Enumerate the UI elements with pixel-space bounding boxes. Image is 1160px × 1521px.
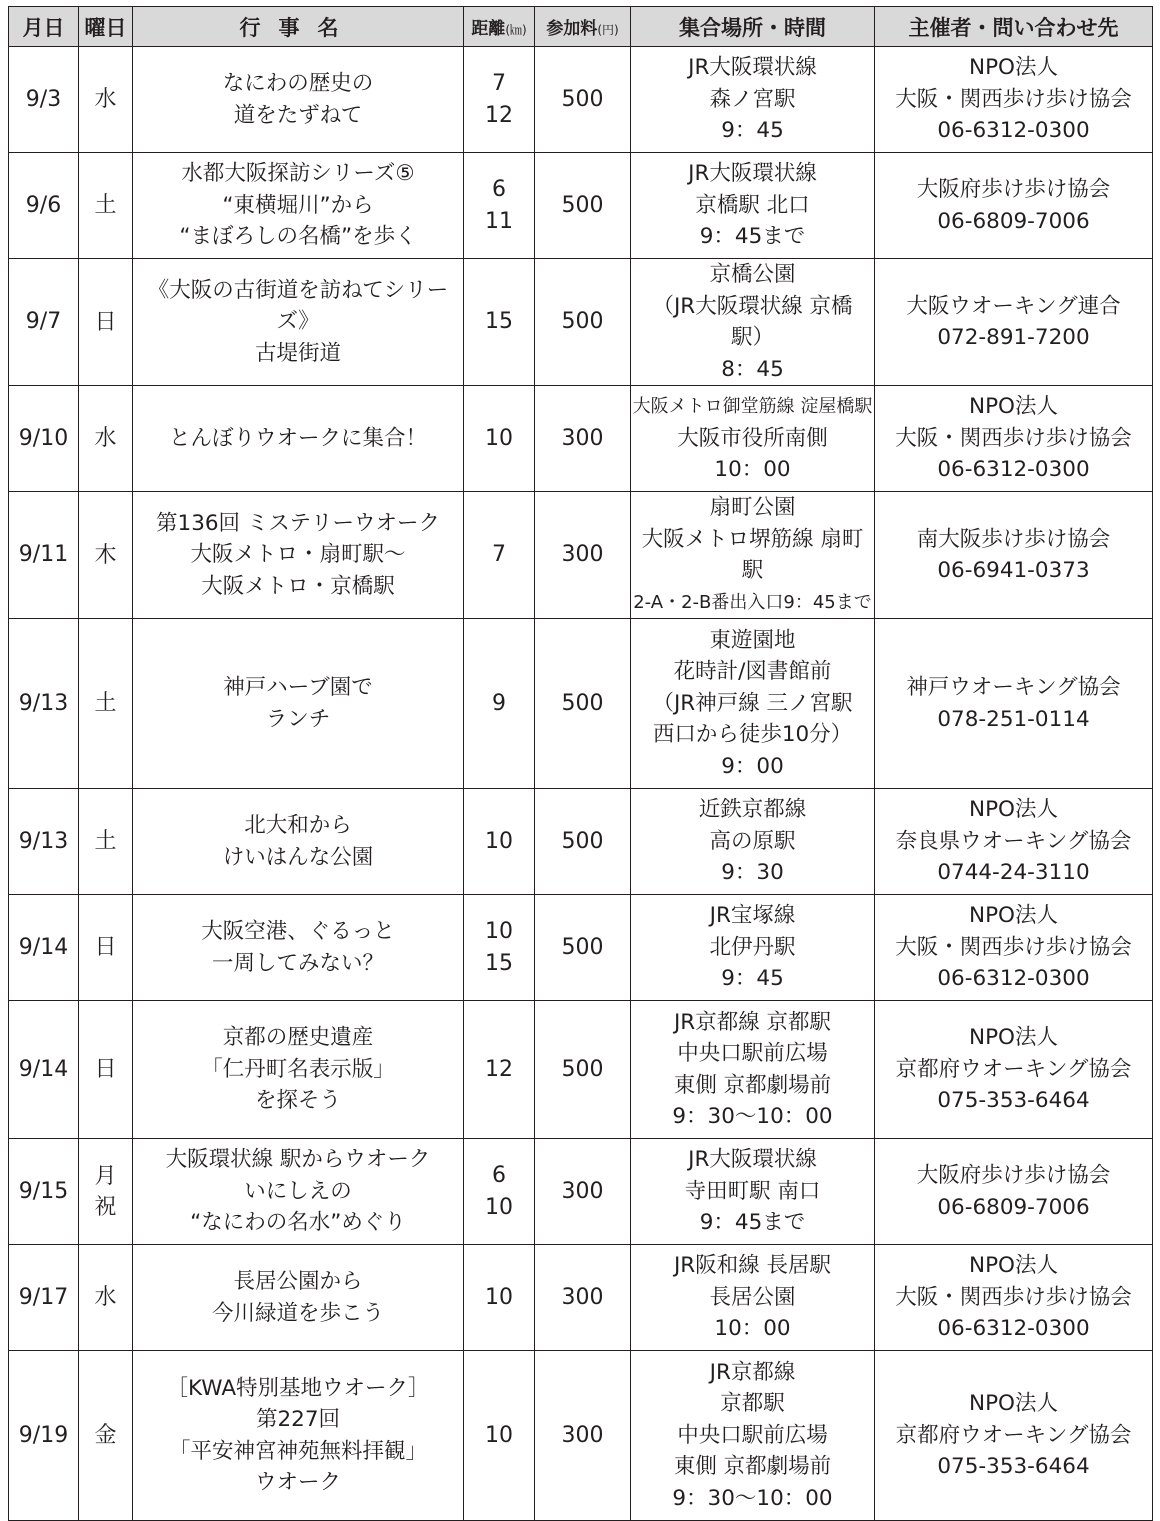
event-distance: 15 — [464, 259, 535, 386]
event-meeting-place: JR大阪環状線 京橋駅 北口 9：45まで — [631, 153, 875, 259]
event-distance: 6 11 — [464, 153, 535, 259]
event-day: 水 — [79, 47, 133, 153]
event-name: 長居公園から 今川緑道を歩こう — [133, 1245, 464, 1351]
event-organizer: NPO法人 京都府ウオーキング協会 075-353-6464 — [875, 1351, 1153, 1521]
event-name: 大阪空港、ぐるっと 一周してみない？ — [133, 895, 464, 1001]
event-organizer: 神戸ウオーキング協会 078-251-0114 — [875, 619, 1153, 789]
event-meeting-line-exit: 2-A・2-B番出入口9：45まで — [633, 591, 872, 613]
event-name: 北大和から けいはんな公園 — [133, 789, 464, 895]
event-meeting-place — [631, 386, 875, 492]
table-row — [9, 1245, 1153, 1351]
event-day: 月 祝 — [79, 1139, 133, 1245]
event-organizer: NPO法人 大阪・関西歩け歩け協会 06-6312-0300 — [875, 895, 1153, 1001]
event-date: 9/11 — [9, 492, 79, 619]
table-row — [9, 1001, 1153, 1139]
event-distance: 10 15 — [464, 895, 535, 1001]
event-fee: 500 — [535, 895, 631, 1001]
event-organizer: NPO法人 奈良県ウオーキング協会 0744-24-3110 — [875, 789, 1153, 895]
table-row — [9, 492, 1153, 619]
event-meeting-line-station: 大阪メトロ御堂筋線 淀屋橋駅 — [632, 396, 873, 418]
event-distance: 12 — [464, 1001, 535, 1139]
event-distance: 9 — [464, 619, 535, 789]
event-meeting-place: JR京都線 京都駅 中央口駅前広場 東側 京都劇場前 9：30～10：00 — [631, 1001, 875, 1139]
event-date: 9/7 — [9, 259, 79, 386]
event-name: 《大阪の古街道を訪ねてシリーズ》 古堤街道 — [133, 259, 464, 386]
event-day: 土 — [79, 153, 133, 259]
event-date: 9/13 — [9, 789, 79, 895]
event-organizer: 大阪ウオーキング連合 072-891-7200 — [875, 259, 1153, 386]
event-day: 日 — [79, 1001, 133, 1139]
event-fee: 500 — [535, 153, 631, 259]
event-day: 水 — [79, 1245, 133, 1351]
event-date: 9/19 — [9, 1351, 79, 1521]
table-row — [9, 386, 1153, 492]
event-meeting-line-rest: 大阪市役所南側 10：00 — [677, 425, 828, 483]
event-organizer: 南大阪歩け歩け協会 06-6941-0373 — [875, 492, 1153, 619]
event-organizer: NPO法人 大阪・関西歩け歩け協会 06-6312-0300 — [875, 1245, 1153, 1351]
event-fee: 500 — [535, 47, 631, 153]
event-fee: 300 — [535, 492, 631, 619]
event-fee: 500 — [535, 259, 631, 386]
event-meeting-place: JR京都線 京都駅 中央口駅前広場 東側 京都劇場前 9：30～10：00 — [631, 1351, 875, 1521]
event-day: 日 — [79, 259, 133, 386]
event-meeting-place: JR大阪環状線 森ノ宮駅 9：45 — [631, 47, 875, 153]
event-fee: 500 — [535, 619, 631, 789]
event-date: 9/17 — [9, 1245, 79, 1351]
header-event-name: 行事名 — [133, 7, 464, 47]
event-name: とんぼりウオークに集合！ — [133, 386, 464, 492]
table-row — [9, 47, 1153, 153]
event-day: 木 — [79, 492, 133, 619]
event-organizer: NPO法人 大阪・関西歩け歩け協会 06-6312-0300 — [875, 386, 1153, 492]
header-date: 月日 — [9, 7, 79, 47]
header-distance-unit: (㎞) — [505, 23, 527, 37]
event-meeting-place: JR阪和線 長居駅 長居公園 10：00 — [631, 1245, 875, 1351]
table-row — [9, 789, 1153, 895]
header-day: 曜日 — [79, 7, 133, 47]
event-day: 水 — [79, 386, 133, 492]
event-meeting-place: 近鉄京都線 高の原駅 9：30 — [631, 789, 875, 895]
event-distance: 10 — [464, 386, 535, 492]
event-distance: 10 — [464, 1351, 535, 1521]
event-day: 土 — [79, 789, 133, 895]
event-date: 9/15 — [9, 1139, 79, 1245]
event-date: 9/14 — [9, 895, 79, 1001]
event-meeting-place — [631, 492, 875, 619]
event-organizer: 大阪府歩け歩け協会 06-6809-7006 — [875, 153, 1153, 259]
event-fee: 300 — [535, 386, 631, 492]
event-distance: 10 — [464, 789, 535, 895]
event-organizer: 大阪府歩け歩け協会 06-6809-7006 — [875, 1139, 1153, 1245]
event-meeting-place: JR宝塚線 北伊丹駅 9：45 — [631, 895, 875, 1001]
table-row — [9, 1351, 1153, 1521]
event-meeting-line-rest: 扇町公園 大阪メトロ堺筋線 扇町駅 — [641, 495, 864, 583]
event-name: 第136回 ミステリーウオーク 大阪メトロ・扇町駅～ 大阪メトロ・京橋駅 — [133, 492, 464, 619]
table-row — [9, 619, 1153, 789]
header-meeting-place: 集合場所・時間 — [631, 7, 875, 47]
event-meeting-place: 東遊園地 花時計/図書館前 （JR神戸線 三ノ宮駅 西口から徒歩10分） 9：00 — [631, 619, 875, 789]
table-row — [9, 1139, 1153, 1245]
event-meeting-place: JR大阪環状線 寺田町駅 南口 9：45まで — [631, 1139, 875, 1245]
header-fee — [535, 7, 631, 47]
table-header-row — [9, 7, 1153, 47]
event-date: 9/6 — [9, 153, 79, 259]
event-fee: 300 — [535, 1139, 631, 1245]
event-distance: 7 12 — [464, 47, 535, 153]
event-date: 9/13 — [9, 619, 79, 789]
event-name: 水都大阪探訪シリーズ⑤ “東横堀川”から “まぼろしの名橋”を歩く — [133, 153, 464, 259]
event-name: 神戸ハーブ園で ランチ — [133, 619, 464, 789]
event-date: 9/3 — [9, 47, 79, 153]
event-name: 京都の歴史遺産 「仁丹町名表示版」 を探そう — [133, 1001, 464, 1139]
event-meeting-place: 京橋公園 （JR大阪環状線 京橋駅） 8：45 — [631, 259, 875, 386]
table-row — [9, 153, 1153, 259]
event-organizer: NPO法人 大阪・関西歩け歩け協会 06-6312-0300 — [875, 47, 1153, 153]
event-date: 9/10 — [9, 386, 79, 492]
event-distance: 6 10 — [464, 1139, 535, 1245]
event-name: 大阪環状線 駅からウオーク いにしえの “なにわの名水”めぐり — [133, 1139, 464, 1245]
header-distance-label: 距離 — [471, 19, 506, 39]
event-day: 日 — [79, 895, 133, 1001]
header-fee-unit: (円) — [597, 23, 619, 37]
event-schedule-table — [8, 6, 1153, 1521]
event-fee: 500 — [535, 1001, 631, 1139]
header-fee-label: 参加料 — [546, 19, 598, 39]
event-name: ［KWA特別基地ウオーク］ 第227回 「平安神宮神苑無料拝観」 ウオーク — [133, 1351, 464, 1521]
table-row — [9, 895, 1153, 1001]
event-fee: 300 — [535, 1351, 631, 1521]
event-distance: 10 — [464, 1245, 535, 1351]
event-organizer: NPO法人 京都府ウオーキング協会 075-353-6464 — [875, 1001, 1153, 1139]
event-day: 金 — [79, 1351, 133, 1521]
event-day: 土 — [79, 619, 133, 789]
event-fee: 300 — [535, 1245, 631, 1351]
event-distance: 7 — [464, 492, 535, 619]
event-fee: 500 — [535, 789, 631, 895]
header-distance — [464, 7, 535, 47]
event-name: なにわの歴史の 道をたずねて — [133, 47, 464, 153]
event-date: 9/14 — [9, 1001, 79, 1139]
header-organizer: 主催者・問い合わせ先 — [875, 7, 1153, 47]
table-row — [9, 259, 1153, 386]
